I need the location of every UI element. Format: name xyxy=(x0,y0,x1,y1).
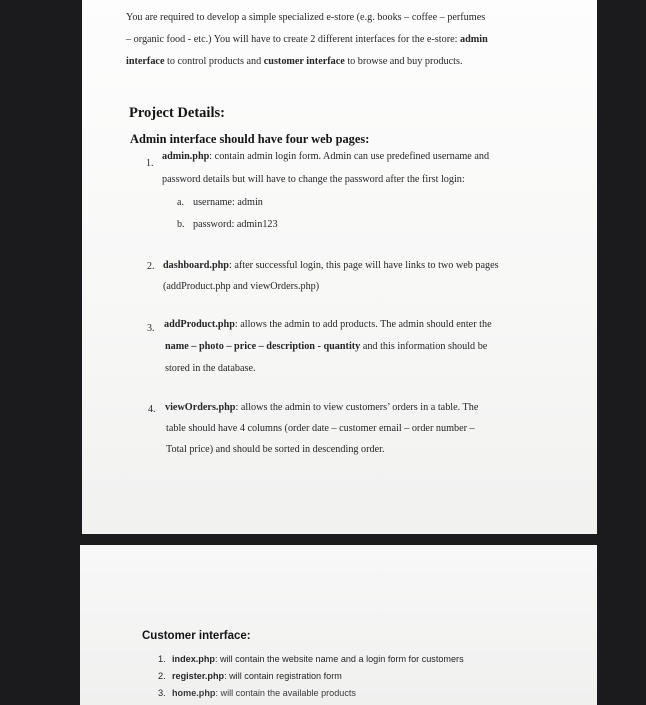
item-3-line-3: stored in the database. xyxy=(165,363,256,374)
item-1-number: 1. xyxy=(146,158,154,169)
customer-item-3-text: : will contain the available products xyxy=(215,688,356,698)
item-4-line-1 xyxy=(165,401,478,415)
item-3-line-2-text: and this information should be xyxy=(360,341,488,352)
item-1-line-2: password details but will have to change the password after the first login: xyxy=(162,174,465,185)
customer-interface-heading: Customer interface: xyxy=(142,630,251,642)
document-page-2 xyxy=(80,545,597,705)
item-4-filename: viewOrders.php xyxy=(165,402,236,413)
intro-line-1-text: You are required to develop a simple specialized e-store (e.g. books – coffee – perfumes xyxy=(126,12,486,23)
item-4-line-3: Total price) and should be sorted in descending order. xyxy=(166,444,385,455)
item-3-line-1-text: : allows the admin to add products. The admin should enter the xyxy=(234,319,492,330)
customer-item-3 xyxy=(172,686,356,700)
item-1-line-1-text: : contain admin login form. Admin can use predefined username and xyxy=(209,151,490,162)
customer-item-2 xyxy=(172,669,342,683)
customer-item-1-number: 1. xyxy=(158,654,166,664)
item-1-line-1 xyxy=(162,150,489,164)
item-2-line-2: (addProduct.php and viewOrders.php) xyxy=(163,281,320,292)
intro-customer-interface-bold: customer interface xyxy=(263,56,345,67)
intro-line-2 xyxy=(126,33,488,47)
customer-item-1 xyxy=(172,652,464,666)
item-2-line-1 xyxy=(163,259,499,273)
customer-item-2-filename: register.php xyxy=(172,671,225,681)
item-4-line-1-text: : allows the admin to view customers’ orders in a table. The xyxy=(235,402,479,413)
customer-item-1-filename: index.php xyxy=(172,654,215,664)
intro-line-3 xyxy=(126,55,463,69)
customer-item-3-filename: home.php xyxy=(172,688,216,698)
item-1a-text: username: admin xyxy=(193,197,263,208)
project-details-heading: Project Details: xyxy=(129,105,225,121)
item-1b-letter: b. xyxy=(177,219,185,230)
item-3-filename: addProduct.php xyxy=(164,319,235,330)
admin-interface-heading: Admin interface should have four web pages: xyxy=(130,132,370,146)
item-2-line-1-text: : after successful login, this page will have links to two web pages xyxy=(228,260,499,271)
item-4-number: 4. xyxy=(148,404,156,415)
item-2-number: 2. xyxy=(147,261,155,272)
intro-admin-bold: admin xyxy=(460,34,488,45)
intro-line-3-text-a: to control products and xyxy=(164,56,264,67)
item-1-filename: admin.php xyxy=(162,151,210,162)
customer-item-2-text: : will contain registration form xyxy=(224,671,342,681)
item-1a-letter: a. xyxy=(177,197,184,208)
item-3-fields-bold: name – photo – price – description - quantity xyxy=(165,341,361,352)
item-3-line-1 xyxy=(164,318,492,332)
intro-interface-bold: interface xyxy=(126,56,165,67)
intro-line-1 xyxy=(126,11,485,25)
document-page-1 xyxy=(82,0,597,534)
customer-item-1-text: : will contain the website name and a login form for customers xyxy=(214,654,464,664)
customer-item-2-number: 2. xyxy=(158,671,166,681)
item-4-line-2: table should have 4 columns (order date – customer email – order number – xyxy=(166,423,475,434)
item-2-filename: dashboard.php xyxy=(163,260,229,271)
intro-line-3-text-b: to browse and buy products. xyxy=(344,56,463,67)
item-3-number: 3. xyxy=(147,323,155,334)
item-1b-text: password: admin123 xyxy=(193,219,278,230)
intro-line-2-text: – organic food - etc.) You will have to create 2 different interfaces for the e-store: xyxy=(126,34,460,45)
customer-item-3-number: 3. xyxy=(158,688,166,698)
item-3-line-2 xyxy=(165,340,487,354)
